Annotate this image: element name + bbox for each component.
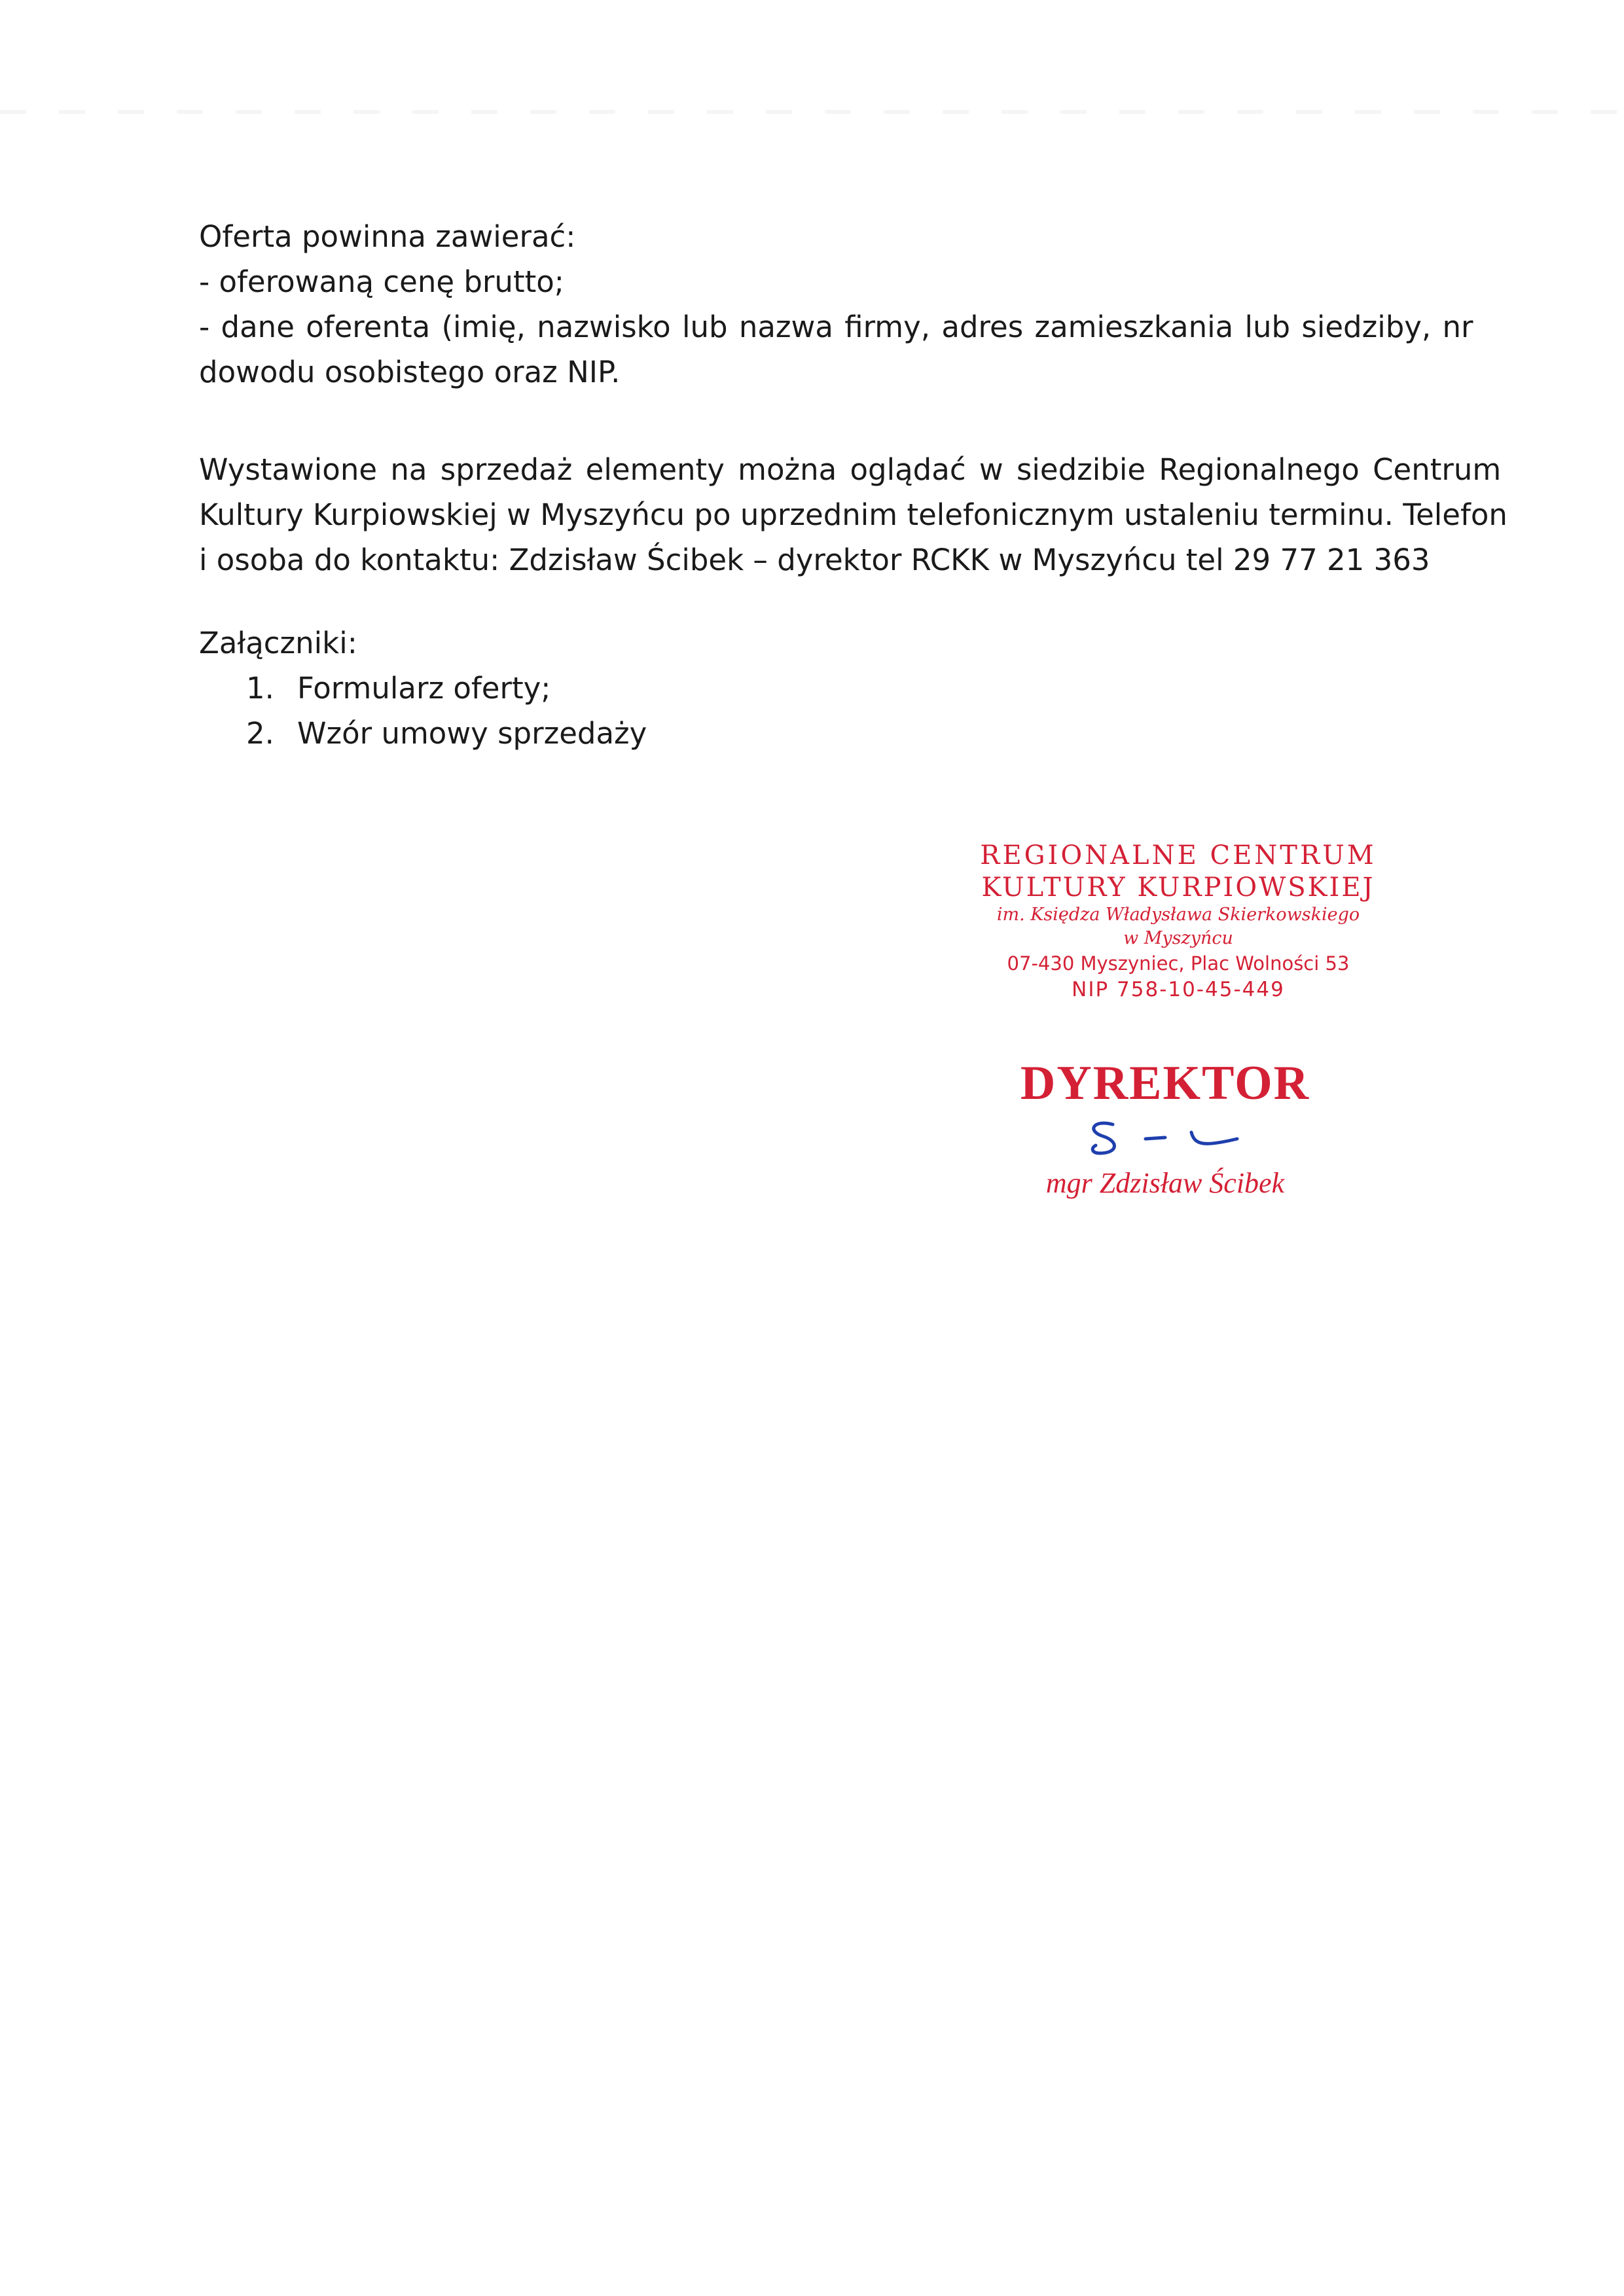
- attachments-heading: Załączniki:: [199, 626, 357, 660]
- director-name: mgr Zdzisław Ścibek: [1045, 1167, 1285, 1199]
- attachment-number: 1.: [246, 671, 274, 706]
- stamp-line-1: REGIONALNE CENTRUM: [980, 840, 1377, 870]
- stamp-address: 07-430 Myszyniec, Plac Wolności 53: [1007, 952, 1350, 975]
- attachment-label: Formularz oferty;: [297, 671, 551, 706]
- offer-item-bidder-line2: dowodu osobistego oraz NIP.: [199, 355, 621, 389]
- institution-stamp: [943, 839, 1414, 1003]
- attachment-item: [199, 666, 1443, 711]
- offer-requirements: [199, 214, 1473, 395]
- director-title: DYREKTOR: [1020, 1056, 1310, 1110]
- viewing-line-1: Wystawione na sprzedaż elementy można oglądać w siedzibie Regionalnego Centrum: [199, 452, 1502, 487]
- viewing-paragraph: [199, 447, 1507, 583]
- stamp-line-2: KULTURY KURPIOWSKIEJ: [981, 872, 1375, 903]
- director-stamp: [982, 1054, 1348, 1202]
- offer-heading: Oferta powinna zawierać:: [199, 219, 576, 254]
- attachment-item: [199, 711, 1443, 756]
- stamp-line-4: w Myszyńcu: [1123, 928, 1233, 948]
- signature-icon: [1067, 1113, 1263, 1165]
- offer-item-price: - oferowaną cenę brutto;: [199, 264, 564, 299]
- stamp-line-3: im. Księdza Władysława Skierkowskiego: [996, 905, 1360, 925]
- attachment-label: Wzór umowy sprzedaży: [297, 716, 647, 751]
- offer-item-bidder-line1: - dane oferenta (imię, nazwisko lub nazwa firmy, adres zamieszkania lub siedziby, nr: [199, 310, 1473, 344]
- attachment-number: 2.: [246, 716, 274, 751]
- viewing-line-2: Kultury Kurpiowskiej w Myszyńcu po uprzednim telefonicznym ustaleniu terminu. Telefon: [199, 497, 1507, 532]
- stamp-nip: NIP 758-10-45-449: [1072, 978, 1285, 1001]
- scan-artifact: [0, 110, 1624, 114]
- attachments-section: [199, 620, 1443, 756]
- viewing-line-3: i osoba do kontaktu: Zdzisław Ścibek – dyrektor RCKK w Myszyńcu tel 29 77 21 363: [199, 543, 1430, 577]
